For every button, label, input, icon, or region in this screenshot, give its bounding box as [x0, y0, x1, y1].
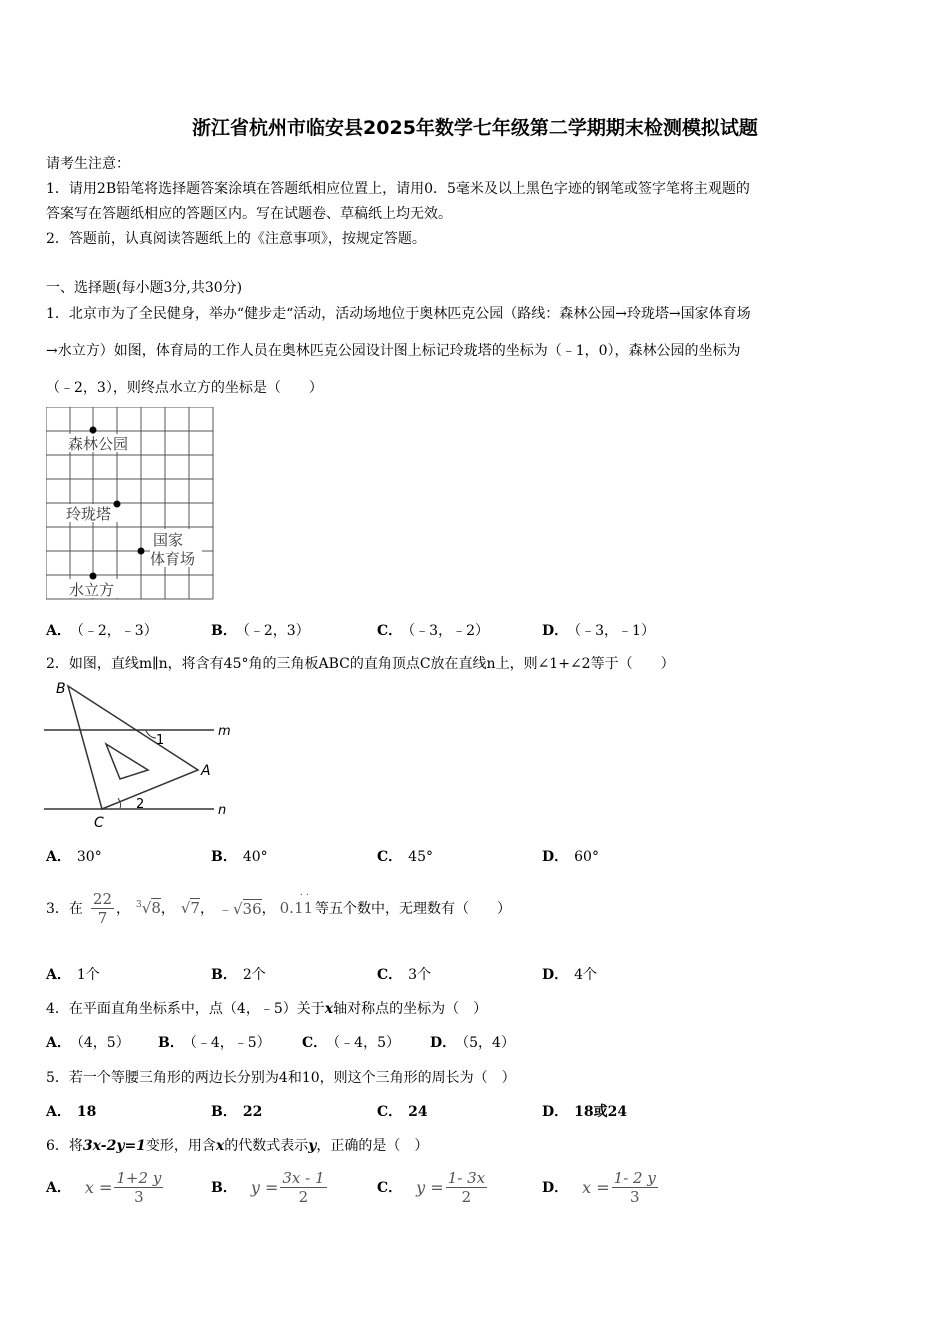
q6-option-b: B． y = $\frac{3x - 1}{2}$: [211, 1168, 325, 1206]
section-heading: 一、选择题(每小题3分,共30分): [46, 280, 243, 296]
q3-fraction: $\frac{22}{7}$: [92, 889, 113, 927]
q3-option-c: C． 3个: [377, 967, 432, 983]
q2-line-1: 2．如图，直线m∥n，将含有45°角的三角板ABC的直角顶点C放在直线n上，则∠1+∠2等于（ ）: [46, 656, 675, 672]
q3-neg-sqrt-36: ﹣√36: [217, 899, 262, 918]
q6-option-d: D． x = $\frac{1- 2 y}{3}$: [542, 1168, 656, 1206]
q1-option-b: B． （﹣2，3）: [211, 623, 310, 639]
notice-heading: 请考生注意：: [46, 156, 130, 172]
q6-line: 6．将3x-2y=1变形，用含x的代数式表示y，正确的是（ ）: [46, 1138, 429, 1154]
q3-option-d: D． 4个: [542, 967, 598, 983]
q3-sqrt-7: √7: [180, 899, 200, 917]
q5-option-c: C． 24: [377, 1104, 428, 1120]
q4-option-c: C． （﹣4，5）: [302, 1035, 400, 1051]
tower-point: [114, 501, 121, 508]
q2-option-c: C． 45°: [377, 849, 433, 865]
q2-option-b: B． 40°: [211, 849, 268, 865]
water-cube-point: [90, 573, 97, 580]
q5-line: 5．若一个等腰三角形的两边长分别为4和10，则这个三角形的周长为（ ）: [46, 1070, 516, 1086]
stadium-label-2: 体育场: [150, 550, 196, 568]
q1-line-2: →水立方）如图，体育局的工作人员在奥林匹克公园设计图上标记玲珑塔的坐标为（﹣1，0），森林公园的坐标为: [46, 343, 741, 359]
q2-option-a: A． 30°: [46, 849, 102, 865]
q1-option-c: C． （﹣3，﹣2）: [377, 623, 489, 639]
notice-item-2: 2．答题前，认真阅读答题纸上的《注意事项》，按规定答题。: [46, 231, 426, 247]
label-c: C: [94, 815, 104, 831]
q3-suffix: 等五个数中，无理数有（ ）: [315, 901, 512, 917]
q3-sep: ，: [160, 901, 175, 917]
q4-option-a: A． （4，5）: [46, 1035, 130, 1051]
q3-cube-root: $^3$√8: [136, 899, 161, 917]
q5-option-d: D． 18或24: [542, 1104, 628, 1120]
label-b: B: [56, 681, 66, 697]
q1-park-map: [46, 407, 216, 602]
q2-triangle-figure: [44, 678, 244, 833]
q4-line: 4．在平面直角坐标系中，点（4，﹣5）关于x轴对称点的坐标为（ ）: [46, 1001, 488, 1017]
label-n: n: [218, 803, 227, 818]
label-m: m: [218, 724, 231, 739]
q2-option-d: D． 60°: [542, 849, 599, 865]
forest-park-point: [90, 427, 97, 434]
q1-line-3: （﹣2，3），则终点水立方的坐标是（ ）: [46, 380, 323, 396]
q1-option-d: D． （﹣3，﹣1）: [542, 623, 655, 639]
page-title: 浙江省杭州市临安县2025年数学七年级第二学期期末检测模拟试题: [192, 117, 758, 139]
notice-item-1-line-1: 1．请用2B铅笔将选择题答案涂填在答题纸相应位置上，请用0．5毫米及以上黑色字迹的钢笔或签字笔将主观题的: [46, 181, 750, 197]
q3-sep: ，: [261, 901, 276, 917]
label-angle-2: 2: [136, 797, 145, 812]
stadium-point: [138, 548, 145, 555]
q1-option-a: A． （﹣2，﹣3）: [46, 623, 158, 639]
inner-triangle: [106, 744, 148, 779]
q3-sep: ，: [116, 901, 131, 917]
q3-option-b: B． 2个: [211, 967, 266, 983]
q6-option-c: C． y = $\frac{1- 3x}{2}$: [377, 1168, 486, 1206]
q1-line-1: 1．北京市为了全民健身，举办“健步走“活动，活动场地位于奥林匹克公园（路线：森林公园→玲珑塔→国家体育场: [46, 306, 751, 322]
label-a: A: [201, 763, 211, 779]
q3-line: [46, 878, 511, 938]
q4-option-b: B． （﹣4，﹣5）: [158, 1035, 271, 1051]
label-angle-1: 1: [156, 733, 165, 748]
forest-park-label: 森林公园: [68, 435, 129, 453]
q4-option-d: D． （5，4）: [430, 1035, 515, 1051]
water-cube-label: 水立方: [69, 581, 115, 599]
q6-option-a: A． x = $\frac{1+2 y}{3}$: [46, 1168, 162, 1206]
triangle-abc: [68, 686, 198, 809]
notice-item-1-line-2: 答案写在答题纸相应的答题区内。写在试题卷、草稿纸上均无效。: [46, 206, 452, 222]
q5-option-a: A． 18: [46, 1104, 97, 1120]
q5-option-b: B． 22: [211, 1104, 263, 1120]
q3-option-a: A． 1个: [46, 967, 100, 983]
q3-sep: ，: [199, 901, 214, 917]
q3-prefix: 3．在: [46, 901, 83, 917]
stadium-label-1: 国家: [153, 531, 184, 549]
tower-label: 玲珑塔: [66, 505, 112, 523]
q3-repeating-decimal: 0.11 ··: [279, 890, 314, 917]
